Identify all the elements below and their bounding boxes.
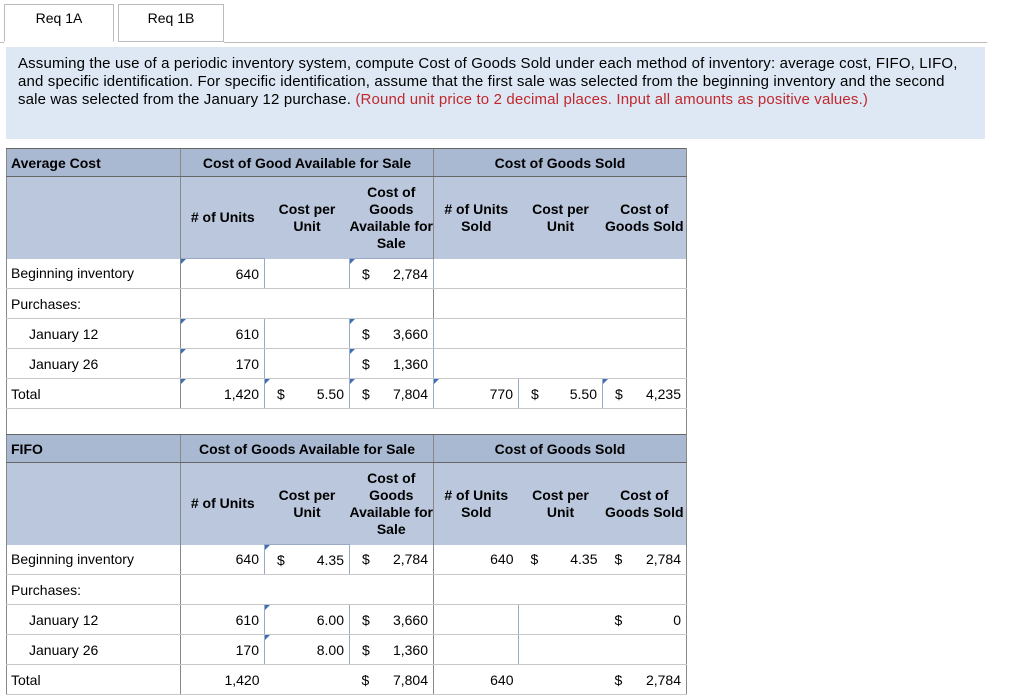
row-label: January 26: [7, 349, 181, 379]
row-label: Beginning inventory: [7, 545, 181, 575]
total-units-sold: 640: [434, 665, 519, 695]
cogas-value: $ 1,360: [350, 635, 434, 665]
row-label: January 26: [7, 635, 181, 665]
units-value: 640: [181, 545, 265, 575]
col-cogs: Cost of Goods Sold: [603, 463, 687, 545]
instructions-panel: [6, 47, 985, 139]
units-sold-input[interactable]: [434, 605, 519, 635]
total-cogs: $ 2,784: [603, 665, 687, 695]
units-sold-input[interactable]: [434, 635, 519, 665]
row-label: Total: [7, 665, 181, 695]
table-row: [7, 605, 988, 635]
tab-req-1a[interactable]: Req 1A: [4, 4, 114, 42]
cogas-value: $ 2,784: [350, 545, 434, 575]
total-units[interactable]: 1,420: [181, 379, 265, 409]
row-label: Total: [7, 379, 181, 409]
row-label: Purchases:: [7, 289, 181, 319]
table-row: [7, 635, 988, 665]
cogs-input[interactable]: $ 4,235: [603, 379, 687, 409]
table-row: [7, 665, 988, 695]
col-cost-per-unit-sold: Cost per Unit: [519, 177, 603, 259]
avg-cogas-group-header: Cost of Good Available for Sale: [181, 149, 434, 177]
fifo-title: FIFO: [7, 435, 181, 463]
fifo-table: [6, 434, 988, 695]
cogas-input[interactable]: $ 3,660: [350, 319, 434, 349]
average-cost-title: Average Cost: [7, 149, 181, 177]
units-input[interactable]: 170: [181, 349, 265, 379]
instructions-note: (Round unit price to 2 decimal places. Input all amounts as positive values.): [355, 91, 869, 108]
units-input[interactable]: 610: [181, 319, 265, 349]
row-label: Beginning inventory: [7, 259, 181, 289]
col-units-sold: # of Units Sold: [434, 177, 519, 259]
tab-req-1b[interactable]: Req 1B: [118, 4, 224, 42]
col-cogs: Cost of Goods Sold: [603, 177, 687, 259]
table-row: [7, 575, 988, 605]
cogas-value: $ 3,660: [350, 605, 434, 635]
fifo-cogas-group-header: Cost of Goods Available for Sale: [181, 435, 434, 463]
units-sold-value: 640: [434, 545, 519, 575]
row-label: January 12: [7, 605, 181, 635]
col-units: # of Units: [181, 463, 265, 545]
col-cogas: Cost of Goods Available for Sale: [350, 177, 434, 259]
col-cogas: Cost of Goods Available for Sale: [350, 463, 434, 545]
units-value: 170: [181, 635, 265, 665]
cpu-input[interactable]: 8.00: [265, 635, 350, 665]
row-label: Purchases:: [7, 575, 181, 605]
cpu-input[interactable]: 6.00: [265, 605, 350, 635]
fifo-cogs-group-header: Cost of Goods Sold: [434, 435, 687, 463]
col-units: # of Units: [181, 177, 265, 259]
total-cpu-input[interactable]: $ 5.50: [265, 379, 350, 409]
table-row: [7, 289, 988, 319]
cpu-sold-input[interactable]: $ 5.50: [519, 379, 603, 409]
instructions-text: Assuming the use of a periodic inventory system, compute Cost of Goods Sold under each method of inventory: average cost, FIFO, LIFO, and specific identification. For specific identification, assume that the first sale was selected from the beginning inventory and the second sale was selected from the January 12 purchase.: [18, 55, 958, 108]
units-input[interactable]: 640: [181, 259, 265, 289]
cpu-sold-value: $ 4.35: [519, 545, 603, 575]
cogas-input[interactable]: $ 1,360: [350, 349, 434, 379]
cogas-input[interactable]: $ 2,784: [350, 259, 434, 289]
col-cost-per-unit-sold: Cost per Unit: [519, 463, 603, 545]
cogs-value: $ 2,784: [603, 545, 687, 575]
total-cogas-input[interactable]: $ 7,804: [350, 379, 434, 409]
col-cost-per-unit: Cost per Unit: [265, 463, 350, 545]
row-label: January 12: [7, 319, 181, 349]
tab-bar: [0, 0, 1024, 42]
col-units-sold: # of Units Sold: [434, 463, 519, 545]
table-row: [7, 349, 988, 379]
table-row: [7, 545, 988, 575]
total-units: 1,420: [181, 665, 265, 695]
cogs-value: $ 0: [603, 605, 687, 635]
table-row: [7, 379, 988, 409]
cpu-input[interactable]: [265, 259, 350, 289]
cpu-input[interactable]: $ 4.35: [265, 545, 350, 575]
average-cost-table: [6, 148, 988, 437]
avg-cogs-group-header: Cost of Goods Sold: [434, 149, 687, 177]
units-value: 610: [181, 605, 265, 635]
table-row: [7, 259, 988, 289]
total-cogas: $ 7,804: [350, 665, 434, 695]
col-cost-per-unit: Cost per Unit: [265, 177, 350, 259]
units-sold-input[interactable]: 770: [434, 379, 519, 409]
table-row: [7, 319, 988, 349]
